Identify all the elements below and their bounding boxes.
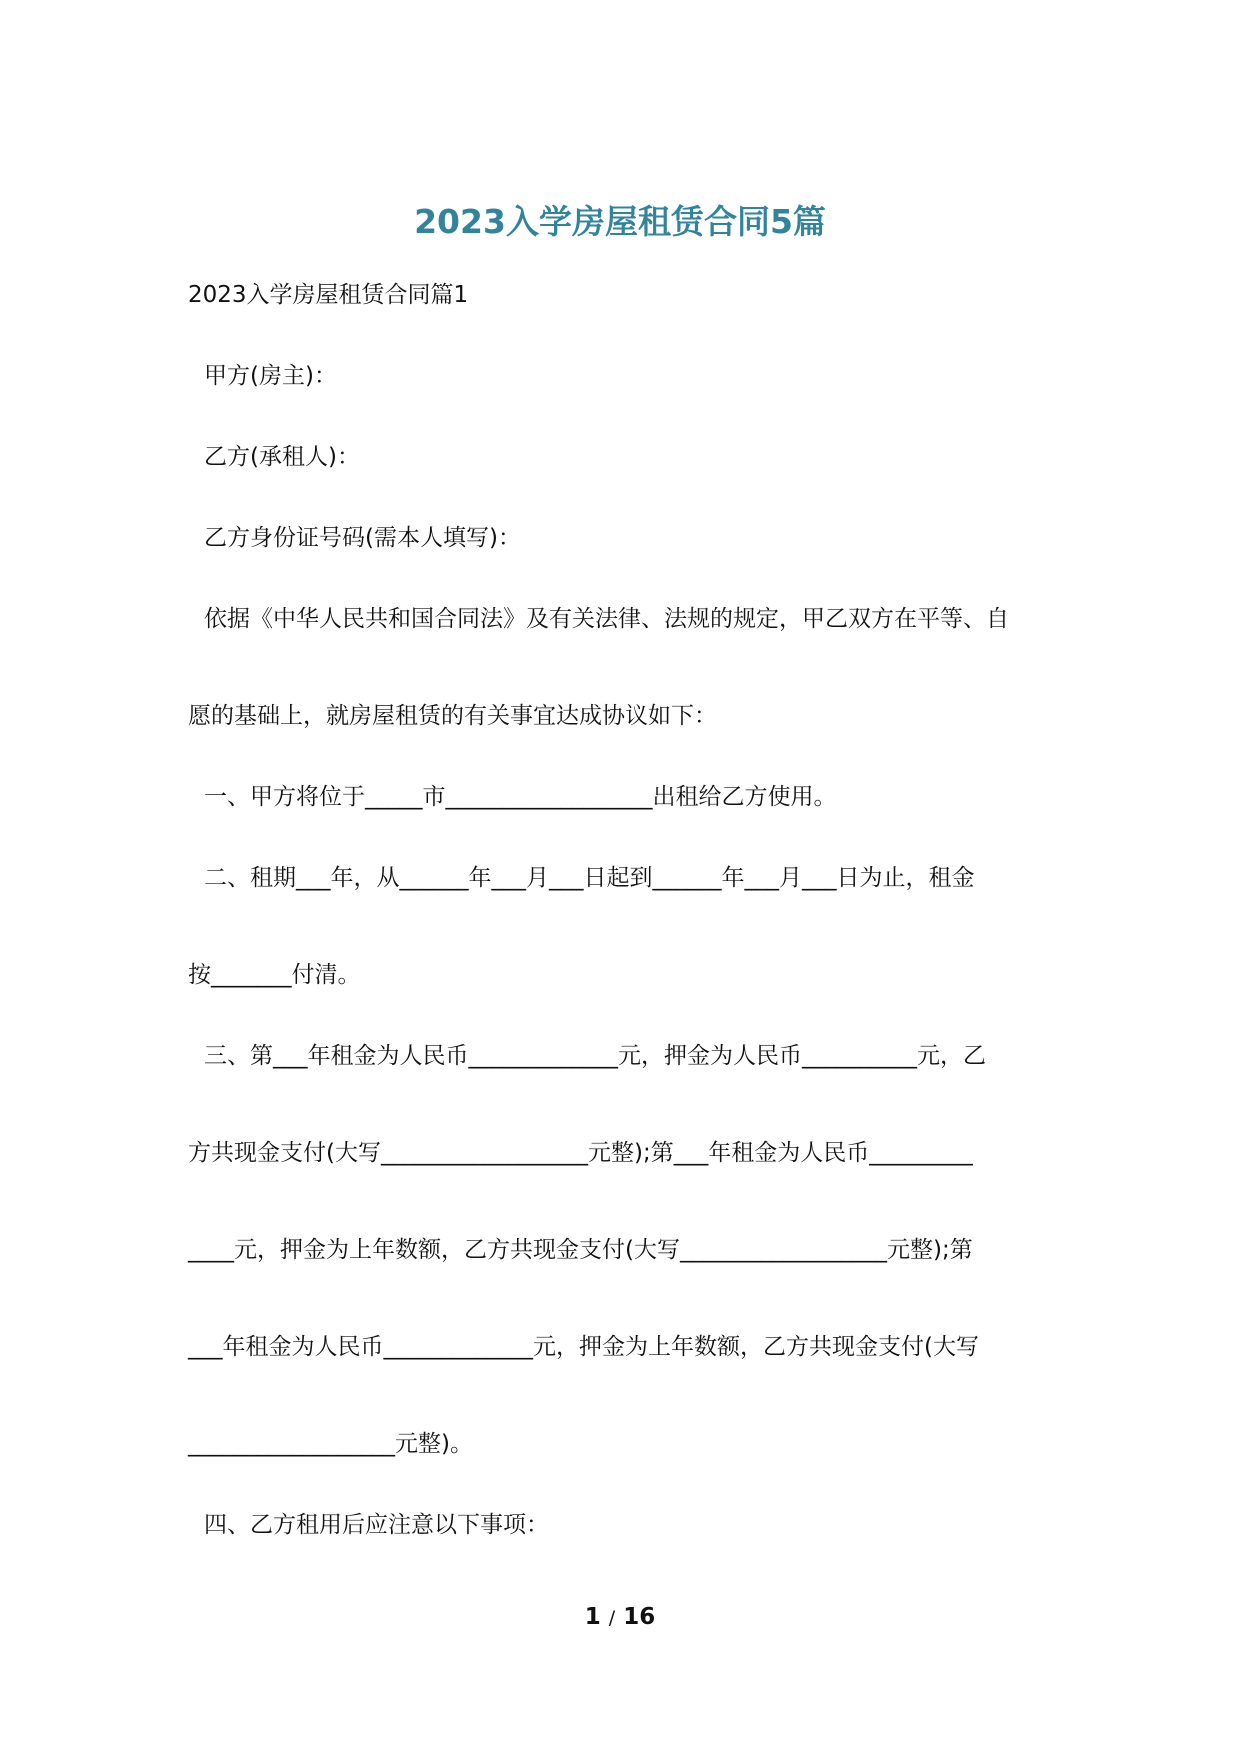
party-b-id-line: 乙方身份证号码(需本人填写)： (204, 525, 521, 551)
clause-2-line: 二、租期___年，从______年___月___日起到______年___月___日为止，租金 (204, 865, 975, 891)
clause-4-line: 四、乙方租用后应注意以下事项： (204, 1512, 549, 1538)
current-page: 1 (584, 1604, 601, 1630)
document-title: 2023入学房屋租赁合同5篇 (414, 202, 826, 241)
paragraph-line: 依据《中华人民共和国合同法》及有关法律、法规的规定，甲乙双方在平等、自 (204, 606, 1009, 632)
paragraph-line: 愿的基础上，就房屋租赁的有关事宜达成协议如下： (188, 703, 717, 729)
paragraph-line: 按_______付清。 (188, 962, 361, 988)
section-heading: 2023入学房屋租赁合同篇1 (188, 282, 469, 308)
paragraph-line: __________________元整)。 (188, 1431, 473, 1457)
total-pages: 16 (623, 1604, 656, 1630)
party-a-line: 甲方(房主)： (204, 363, 337, 389)
paragraph-line: ___年租金为人民币_____________元，押金为上年数额，乙方共现金支付(大写 (188, 1334, 979, 1360)
party-b-line: 乙方(承租人)： (204, 444, 360, 470)
paragraph-line: ____元，押金为上年数额，乙方共现金支付(大写__________________元整);第 (188, 1237, 973, 1263)
page-number (0, 1604, 1240, 1630)
clause-1-line: 一、甲方将位于_____市__________________出租给乙方使用。 (204, 784, 837, 810)
paragraph-line: 方共现金支付(大写__________________元整);第___年租金为人民币_________ (188, 1140, 973, 1166)
clause-3-line: 三、第___年租金为人民币_____________元，押金为人民币__________元，乙 (204, 1043, 986, 1069)
page-separator: / (608, 1607, 616, 1629)
